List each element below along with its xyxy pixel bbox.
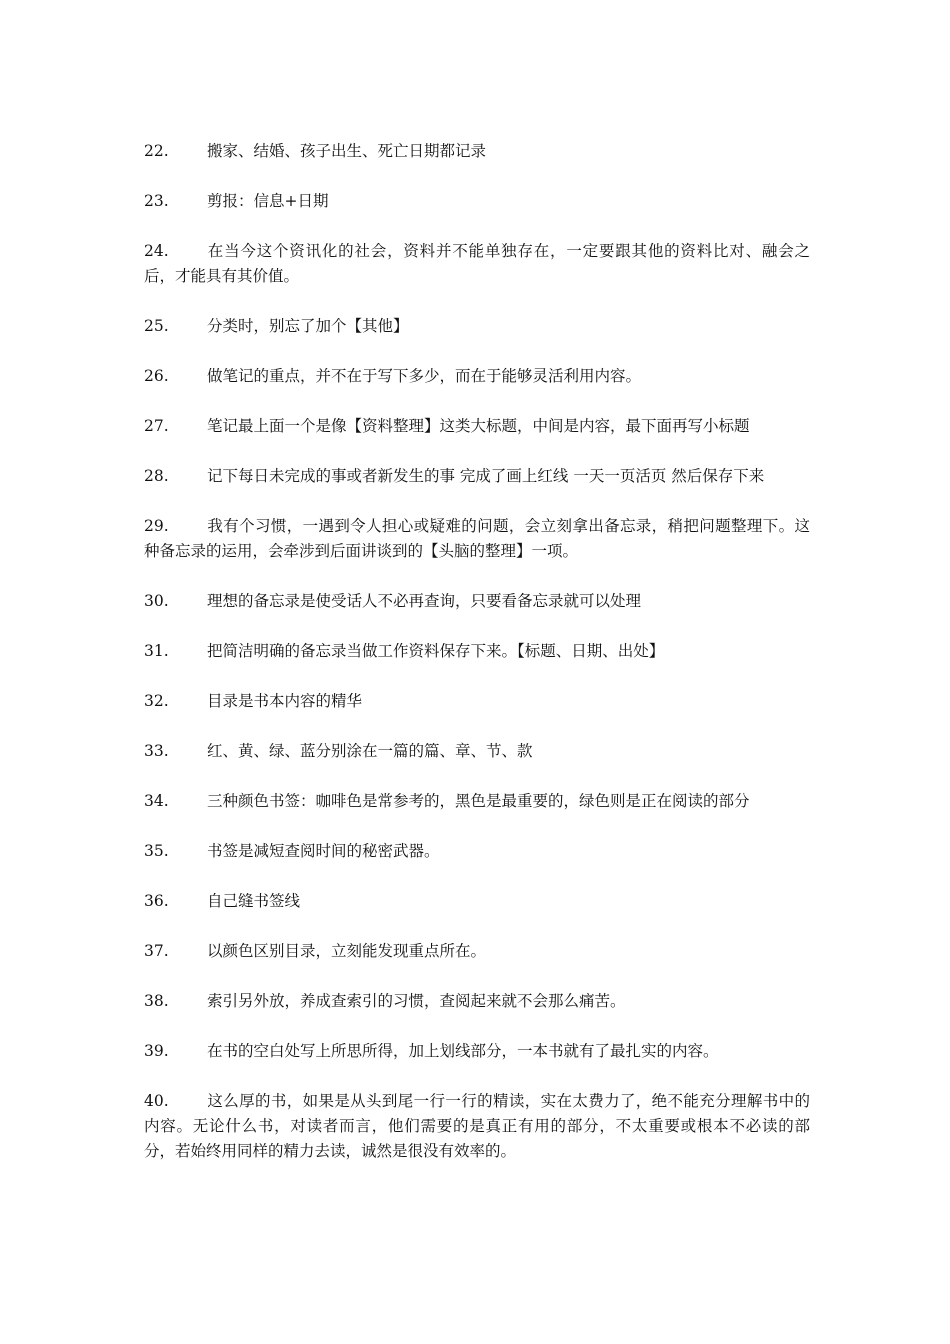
item-number: 25.: [144, 317, 169, 335]
item-number: 34.: [144, 792, 169, 810]
list-item: [144, 514, 810, 564]
item-number: 39.: [144, 1042, 169, 1060]
list-item: [144, 739, 810, 764]
item-number: 26.: [144, 367, 169, 385]
list-item: [144, 889, 810, 914]
list-item: [144, 139, 810, 164]
item-text: 索引另外放，养成查索引的习惯，查阅起来就不会那么痛苦。: [207, 992, 626, 1010]
item-text: 做笔记的重点，并不在于写下多少，而在于能够灵活利用内容。: [207, 367, 642, 385]
item-number: 22.: [144, 142, 169, 160]
item-text: 自己缝书签线: [207, 892, 301, 910]
list-item: [144, 314, 810, 339]
item-number: 24.: [144, 242, 169, 260]
item-number: 35.: [144, 842, 169, 860]
list-item: [144, 189, 810, 214]
list-item: [144, 464, 810, 489]
item-text: 我有个习惯，一遇到令人担心或疑难的问题，会立刻拿出备忘录，稍把问题整理下。这种备忘录的运用，会牵涉到后面讲谈到的【头脑的整理】一项。: [144, 517, 810, 560]
item-number: 30.: [144, 592, 169, 610]
item-text: 目录是书本内容的精华: [207, 692, 363, 710]
item-number: 38.: [144, 992, 169, 1010]
list-item: [144, 689, 810, 714]
list-item: [144, 1039, 810, 1064]
list-item: [144, 1089, 810, 1164]
item-number: 32.: [144, 692, 169, 710]
item-text: 理想的备忘录是使受话人不必再查询，只要看备忘录就可以处理: [207, 592, 642, 610]
item-text: 分类时，别忘了加个【其他】: [207, 317, 409, 335]
list-item: [144, 589, 810, 614]
item-text: 三种颜色书签：咖啡色是常参考的，黑色是最重要的，绿色则是正在阅读的部分: [207, 792, 750, 810]
item-text: 记下每日未完成的事或者新发生的事 完成了画上红线 一天一页活页 然后保存下来: [207, 467, 765, 485]
item-text: 在当今这个资讯化的社会，资料并不能单独存在，一定要跟其他的资料比对、融会之后，才能具有其价值。: [144, 242, 810, 285]
item-number: 33.: [144, 742, 169, 760]
list-item: [144, 989, 810, 1014]
item-text: 剪报：信息+日期: [207, 192, 329, 210]
item-text: 在书的空白处写上所思所得，加上划线部分，一本书就有了最扎实的内容。: [207, 1042, 719, 1060]
list-item: [144, 239, 810, 289]
item-text: 搬家、结婚、孩子出生、死亡日期都记录: [207, 142, 487, 160]
item-text: 这么厚的书，如果是从头到尾一行一行的精读，实在太费力了，绝不能充分理解书中的内容。无论什么书，对读者而言，他们需要的是真正有用的部分，不太重要或根本不必读的部分，若始终用同样的精力去读，诚然是很没有效率的。: [144, 1092, 810, 1160]
item-text: 以颜色区别目录，立刻能发现重点所在。: [207, 942, 487, 960]
list-item: [144, 939, 810, 964]
list-item: [144, 414, 810, 439]
item-number: 28.: [144, 467, 169, 485]
item-number: 27.: [144, 417, 169, 435]
list-item: [144, 364, 810, 389]
item-number: 36.: [144, 892, 169, 910]
item-number: 23.: [144, 192, 169, 210]
item-text: 笔记最上面一个是像【资料整理】这类大标题，中间是内容，最下面再写小标题: [207, 417, 750, 435]
item-text: 红、黄、绿、蓝分别涂在一篇的篇、章、节、款: [207, 742, 533, 760]
item-text: 把简洁明确的备忘录当做工作资料保存下来。【标题、日期、出处】: [207, 642, 665, 660]
item-number: 29.: [144, 517, 169, 535]
item-number: 40.: [144, 1092, 169, 1110]
item-number: 37.: [144, 942, 169, 960]
list-item: [144, 839, 810, 864]
document-page: [144, 139, 810, 1189]
item-text: 书签是减短查阅时间的秘密武器。: [207, 842, 440, 860]
list-item: [144, 639, 810, 664]
list-item: [144, 789, 810, 814]
item-number: 31.: [144, 642, 169, 660]
